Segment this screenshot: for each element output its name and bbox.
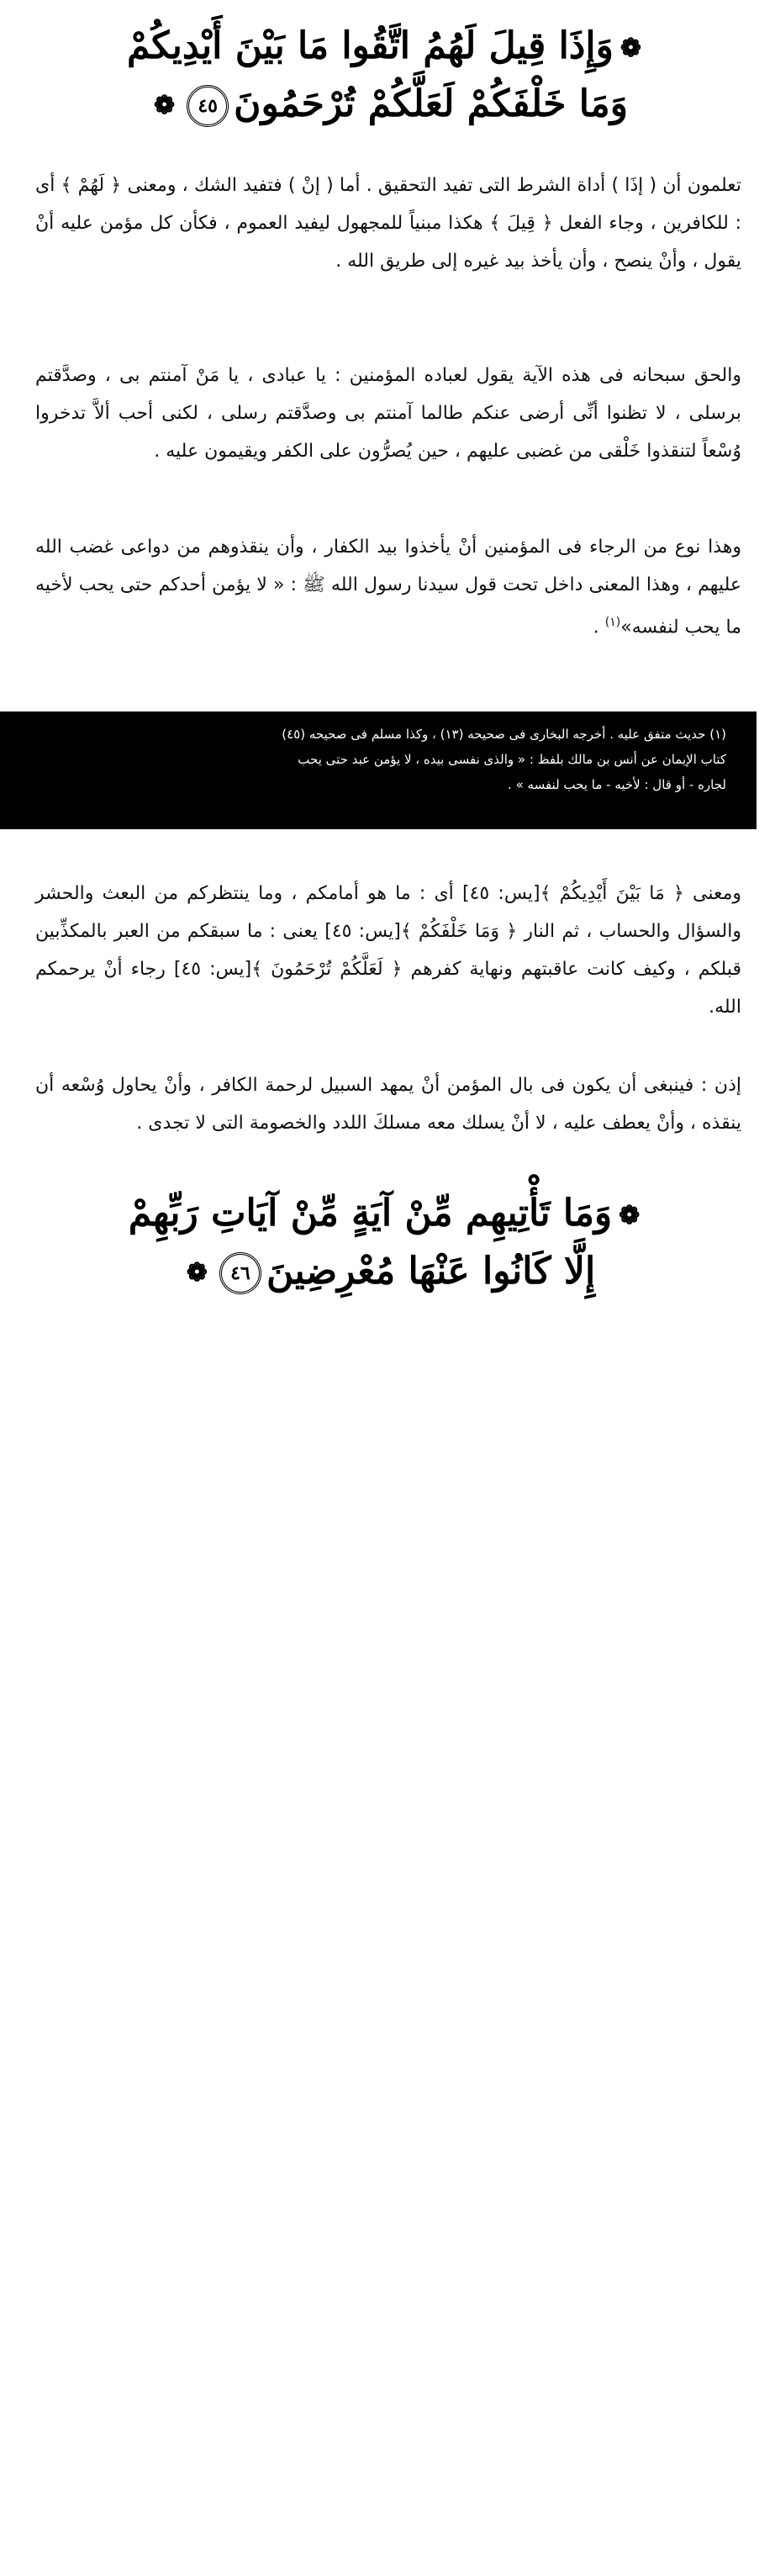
verse-45	[50, 19, 725, 134]
hadith-quote: وهذا نوع من الرجاء فى المؤمنين أنْ يأخذوا بيد الكفار ، وأن ينقذوهم من دواعى غضب الله عليهم ، وهذا المعنى داخل تحت قول سيدنا رسول الله ﷺ : « لا يؤمن أحدكم حتى يحب لأخيه ما يحب لنفسه»	[35, 537, 741, 638]
footnote-line-1: (١) حديث متفق عليه . أخرجه البخارى فى صحيحه (١٣) ، وكذا مسلم فى صحيحه (٤٥)	[282, 727, 726, 742]
footnote-reference: (١)	[604, 616, 621, 629]
verse-45-line-2: وَمَا خَلْفَكُمْ لَعَلَّكُمْ تُرْحَمُونَ٤٥❁	[50, 77, 725, 135]
verse-45-line-1: ❁وَإِذَا قِيلَ لَهُمُ اتَّقُوا مَا بَيْنَ أَيْدِيكُمْ	[50, 19, 725, 77]
commentary-paragraph-1: تعلمون أن ( إذَا ) أداة الشرط التى تفيد التحقيق . أما ( إنْ ) فتفيد الشك ، ومعنى ﴿ لَهُمْ ﴾ أى : للكافرين ، وجاء الفعل ﴿ قِيلَ ﴾ هكذا مبنياً للمجهول ليفيد العموم ، فكأن كل مؤمن عليه أنْ يقول ، وأنْ ينصح ، وأن يأخذ بيد غيره إلى طريق الله .	[35, 175, 741, 272]
verse-46-line-2: إِلَّا كَانُوا عَنْهَا مُعْرِضِينَ٤٦❁	[50, 1244, 725, 1302]
verse-46-line-1: ❁وَمَا تَأْتِيهِم مِّنْ آيَةٍ مِّنْ آيَاتِ رَبِّهِمْ	[50, 1186, 725, 1244]
commentary-paragraph-5: إذن : فينبغى أن يكون فى بال المؤمن أنْ يمهد السبيل لرحمة الكافر ، وأنْ يحاول وُسْعه أن ينقذه ، وأنْ يعطف عليه ، لا أنْ يسلك معه مسلكَ اللدد والخصومة التى لا تجدى .	[35, 1075, 741, 1134]
footnote-line-3: لجاره - أو قال : لأخيه - ما يحب لنفسه » .	[508, 777, 726, 792]
ayah-number-marker: ٤٥	[187, 85, 229, 127]
commentary-paragraph-3: وهذا نوع من الرجاء فى المؤمنين أنْ يأخذوا بيد الكفار ، وأن ينقذوهم من دواعى غضب الله عليهم ، وهذا المعنى داخل تحت قول سيدنا رسول الله ﷺ : « لا يؤمن أحدكم حتى يحب لأخيه ما يحب لنفسه»$^{(١)}$ .	[35, 537, 741, 638]
footnote-line-2: كتاب الإيمان عن أنس بن مالك بلفظ : « والذى نفسى بيده ، لا يؤمن عبد حتى يحب	[298, 752, 726, 767]
commentary-paragraph-2: والحق سبحانه فى هذه الآية يقول لعباده المؤمنين : يا عبادى ، يا مَنْ آمنتم بى ، وصدَّقتم برسلى ، لا تظنوا أنِّى أرضى عنكم طالما آمنتم بى وصدَّقتم رسلى ، لكنى أحب ألاَّ تدخروا وُسْعاً لتنقذوا خَلْقى من غضبى عليهم ، حين يُصرُّون على الكفر ويقيمون عليه .	[35, 365, 741, 462]
verse-end-ornament-icon: ❁	[154, 91, 176, 120]
footnote-box	[0, 711, 757, 829]
verse-end-ornament-icon: ❁	[186, 1258, 208, 1288]
commentary-paragraph-4: ومعنى ﴿ مَا بَيْنَ أَيْدِيكُمْ ﴾[يس: ٤٥] أى : ما هو أمامكم ، وما ينتظركم من البعث والحشر والسؤال والحساب ، ثم النار ﴿ وَمَا خَلْفَكُمْ ﴾[يس: ٤٥] يعنى : ما سبقكم من العبر بالمكذِّبين قبلكم ، وكيف كانت عاقبتهم ونهاية كفرهم ﴿ لَعَلَّكُمْ تُرْحَمُونَ ﴾[يس: ٤٥] رجاء أنْ يرحمكم الله.	[35, 883, 741, 1018]
verse-start-ornament-icon: ❁	[619, 1200, 641, 1230]
verse-46	[50, 1186, 725, 1301]
ayah-number-marker: ٤٦	[219, 1252, 261, 1294]
verse-start-ornament-icon: ❁	[619, 33, 641, 63]
